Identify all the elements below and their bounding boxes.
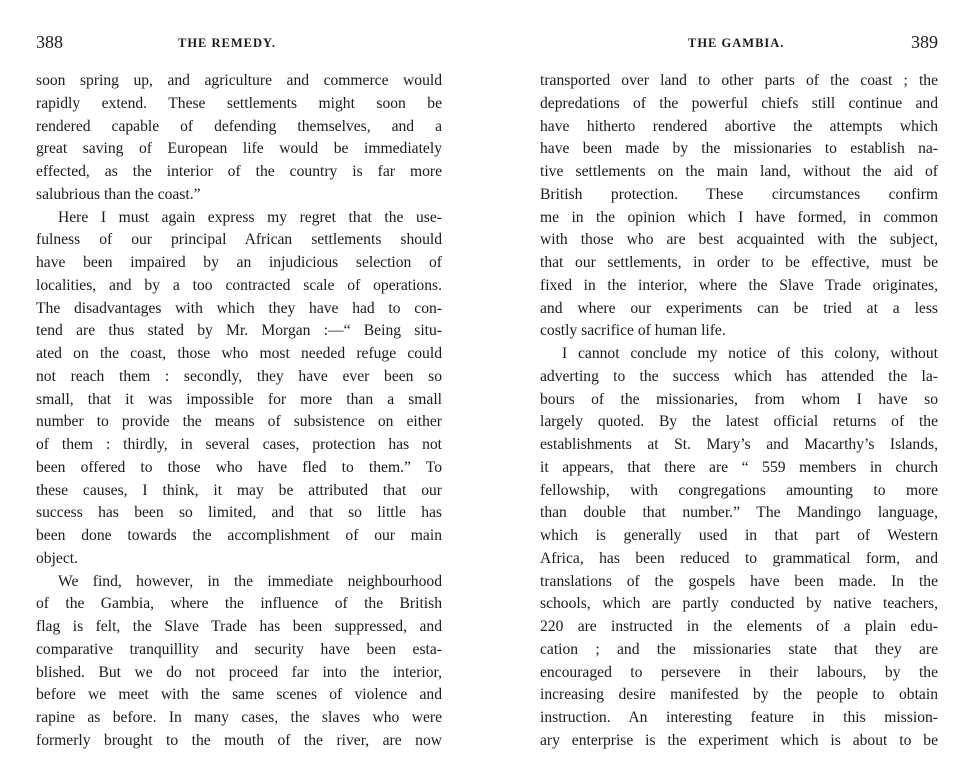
text-line: cation ; and the missionaries state that they are: [540, 640, 938, 658]
text-line: with those who are best acquainted with the subject,: [540, 231, 938, 249]
text-line: fulness of our principal African settlements should: [36, 231, 442, 249]
text-line: success has been so limited, and that so little has: [36, 504, 442, 522]
running-title: THE GAMBIA.: [688, 36, 785, 50]
text-line: formerly brought to the mouth of the river, are now: [36, 731, 442, 749]
text-line: which is generally used in that part of Western: [540, 527, 938, 544]
text-line: 220 are instructed in the elements of a plain edu-: [540, 618, 938, 635]
page-number: 389: [911, 32, 938, 52]
text-line: comparative tranquillity and security have been esta-: [36, 640, 442, 658]
right-page: [540, 0, 938, 764]
text-line: localities, and by a too contracted scale of operations.: [36, 276, 442, 294]
running-title: THE REMEDY.: [178, 36, 277, 50]
text-line: than double that number.” The Mandingo language,: [540, 504, 938, 522]
text-line: have hitherto rendered abortive the attempts which: [540, 117, 938, 135]
text-line: soon spring up, and agriculture and commerce would: [36, 72, 442, 89]
text-line: encouraged to persevere in their labours, by the: [540, 663, 938, 681]
text-line: tive settlements on the main land, without the aid of: [540, 163, 938, 180]
text-line: schools, which are partly conducted by native teachers,: [540, 595, 938, 613]
page-number: 388: [36, 32, 63, 52]
text-line: me in the opinion which I have formed, in common: [540, 208, 938, 226]
running-head: [540, 32, 938, 56]
text-line: establishments at St. Mary’s and Macarthy’s Islands,: [540, 436, 938, 453]
text-line: it appears, that there are “ 559 members in church: [540, 458, 938, 476]
text-line: been done towards the accomplishment of our main: [36, 527, 442, 544]
text-line: have been impaired by an injudicious selection of: [36, 254, 442, 271]
text-line: rapidly extend. These settlements might soon be: [36, 94, 442, 112]
text-line: these causes, I think, it may be attributed that our: [36, 481, 442, 499]
text-line: been offered to those who have fled to them.” To: [36, 458, 442, 476]
text-line: We find, however, in the immediate neighbourhood: [58, 572, 442, 590]
text-line: salubrious than the coast.”: [36, 185, 201, 203]
text-line: ated on the coast, those who most needed refuge could: [36, 345, 442, 362]
text-line: and where our experiments can be tried at a less: [540, 299, 938, 317]
running-head: [36, 32, 442, 56]
text-line: bours of the missionaries, from whom I have so: [540, 390, 938, 408]
text-line: rapine as before. In many cases, the slaves who were: [36, 709, 442, 726]
text-line: before we meet with the same scenes of violence and: [36, 686, 442, 704]
text-line: transported over land to other parts of the coast ; the: [540, 72, 938, 89]
text-line: number to provide the means of subsistence on either: [36, 413, 442, 431]
text-line: ary enterprise is the experiment which is about to be: [540, 731, 938, 749]
text-line: rendered capable of defending themselves, and a: [36, 117, 442, 135]
text-line: fixed in the interior, where the Slave Trade originates,: [540, 276, 938, 294]
text-line: instruction. An interesting feature in this mission-: [540, 709, 938, 726]
text-line: costly sacrifice of human life.: [540, 322, 726, 340]
text-line: increasing desire manifested by the people to obtain: [540, 686, 938, 704]
body-text: [36, 70, 442, 753]
body-text: [540, 70, 938, 753]
text-line: tend are thus stated by Mr. Morgan :—“ Being situ-: [36, 322, 442, 340]
text-line: not reach them : secondly, they have ever been so: [36, 367, 442, 385]
text-line: have been made by the missionaries to establish na-: [540, 140, 938, 158]
left-page: [36, 0, 442, 764]
text-line: The disadvantages with which they have had to con-: [36, 299, 442, 317]
text-line: that our settlements, in order to be effective, must be: [540, 254, 938, 271]
text-line: British protection. These circumstances confirm: [540, 185, 938, 203]
text-line: largely quoted. By the latest official returns of the: [540, 413, 938, 431]
text-line: great saving of European life would be immediately: [36, 140, 442, 158]
text-line: of them : thirdly, in several cases, protection has not: [36, 436, 442, 453]
text-line: effected, as the interior of the country is far more: [36, 163, 442, 180]
text-line: object.: [36, 549, 78, 567]
text-line: of the Gambia, where the influence of the British: [36, 595, 442, 613]
text-line: Here I must again express my regret that the use-: [58, 208, 442, 226]
text-line: blished. But we do not proceed far into the interior,: [36, 663, 442, 681]
text-line: I cannot conclude my notice of this colony, without: [562, 345, 938, 362]
text-line: flag is felt, the Slave Trade has been suppressed, and: [36, 618, 442, 635]
text-line: depredations of the powerful chiefs still continue and: [540, 94, 938, 112]
text-line: Africa, has been reduced to grammatical form, and: [540, 549, 938, 567]
text-line: translations of the gospels have been made. In the: [540, 572, 938, 590]
text-line: adverting to the success which has attended the la-: [540, 367, 938, 385]
text-line: small, that it was impossible for more than a small: [36, 390, 442, 408]
text-line: fellowship, with congregations amounting to more: [540, 481, 938, 499]
